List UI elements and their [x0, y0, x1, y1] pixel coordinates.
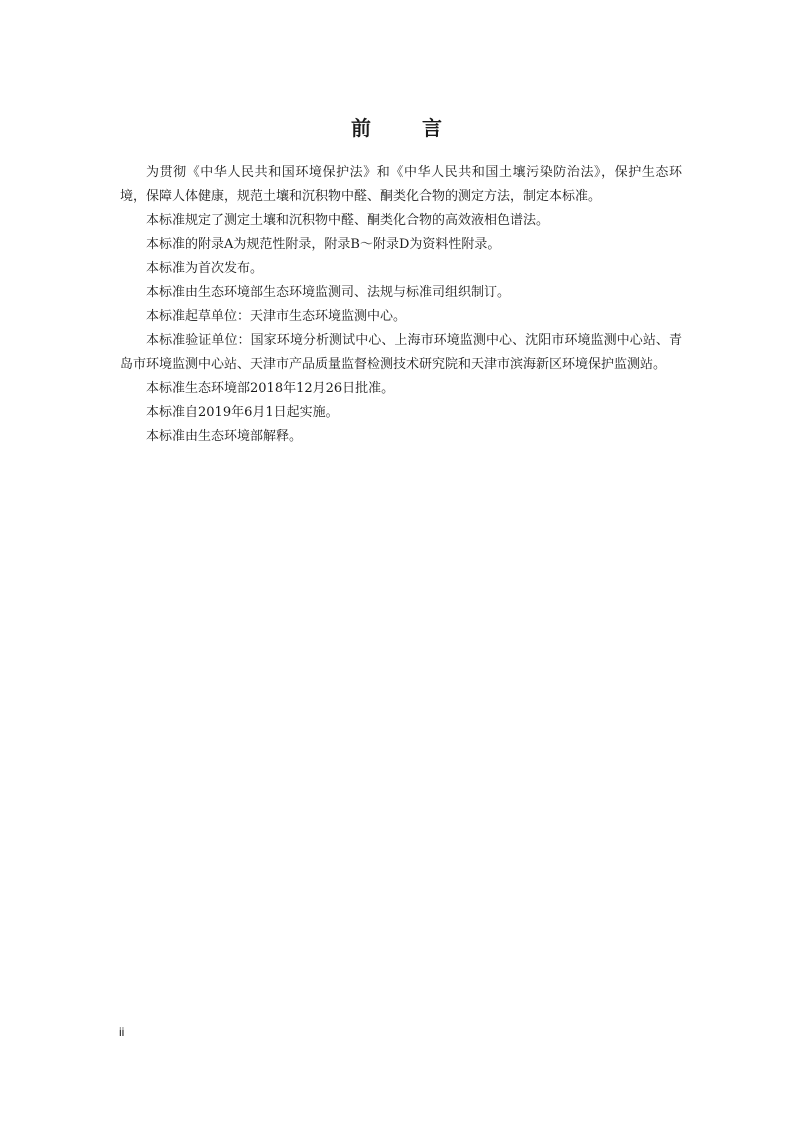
- paragraph-effective-date: 本标准自2019年6月1日起实施。: [146, 405, 339, 420]
- paragraph-verification-units: 本标准验证单位：国家环境分析测试中心、上海市环境监测中心、沈阳市环境监测中心站、青岛市环境监测中心站、天津市产品质量监督检测技术研究院和天津市滨海新区环境保护监测站。: [120, 333, 682, 372]
- paragraph-appendix: 本标准的附录A为规范性附录，附录B～附录D为资料性附录。: [146, 237, 501, 252]
- paragraph-interpretation: 本标准由生态环境部解释。: [146, 429, 303, 444]
- paragraph-first-release: 本标准为首次发布。: [146, 261, 264, 276]
- paragraph-approval: 本标准生态环境部2018年12月26日批准。: [146, 381, 395, 396]
- page-title: 前 言: [351, 116, 464, 140]
- preface-body: [120, 161, 682, 449]
- page-number: ii: [119, 1025, 125, 1039]
- paragraph-purpose: 为贯彻《中华人民共和国环境保护法》和《中华人民共和国土壤污染防治法》，保护生态环境，保障人体健康，规范土壤和沉积物中醛、酮类化合物的测定方法，制定本标准。: [120, 165, 682, 204]
- paragraph-organizer: 本标准由生态环境部生态环境监测司、法规与标准司组织制订。: [146, 285, 511, 300]
- paragraph-scope: 本标准规定了测定土壤和沉积物中醛、酮类化合物的高效液相色谱法。: [146, 213, 550, 228]
- paragraph-drafting-unit: 本标准起草单位：天津市生态环境监测中心。: [146, 309, 407, 324]
